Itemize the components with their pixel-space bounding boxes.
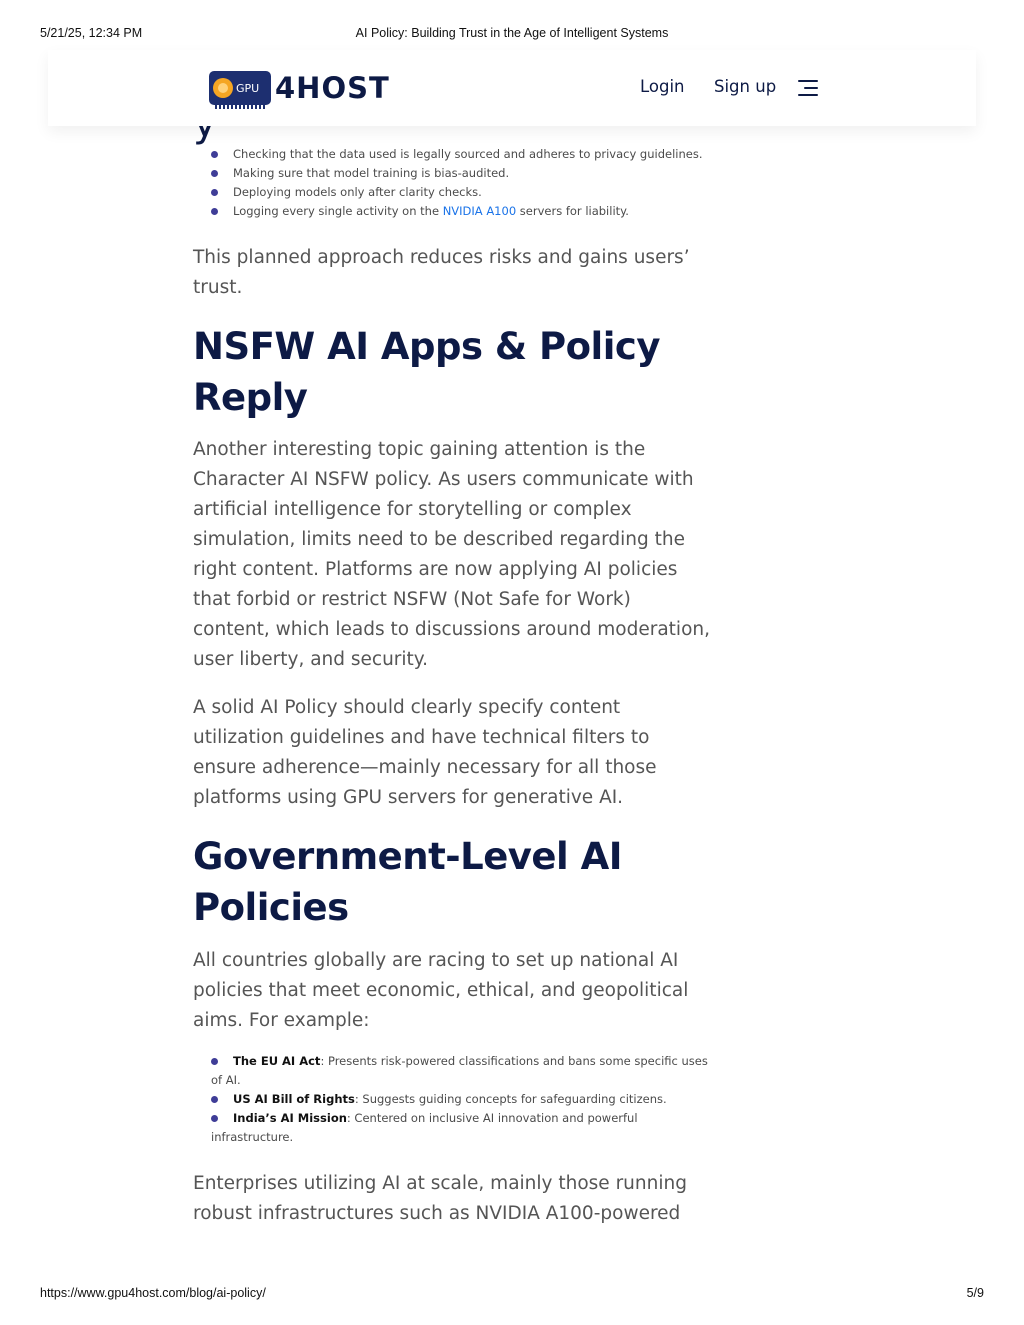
list-item-label: India’s AI Mission (233, 1111, 347, 1125)
chip-pins-decoration (215, 105, 265, 109)
page-number: 5/9 (966, 1286, 984, 1300)
government-policy-list (211, 1052, 711, 1147)
print-document-title: AI Policy: Building Trust in the Age of Intelligent Systems (355, 26, 669, 40)
list-item (211, 1109, 711, 1147)
page-url: https://www.gpu4host.com/blog/ai-policy/ (40, 1286, 266, 1300)
list-item (211, 202, 711, 221)
hamburger-menu-icon[interactable] (798, 80, 818, 96)
list-item-text: : Suggests guiding concepts for safeguarding citizens. (354, 1092, 667, 1106)
signup-link[interactable]: Sign up (714, 77, 777, 96)
checklist (211, 145, 711, 221)
list-item-text: : Centered on inclusive AI innovation and powerful (346, 1111, 638, 1125)
list-item-text: : Presents risk-powered classifications and bans some specific uses (320, 1054, 708, 1068)
list-item: Checking that the data used is legally sourced and adheres to privacy guidelines. (211, 145, 711, 164)
print-timestamp: 5/21/25, 12:34 PM (40, 26, 143, 40)
logo-badge-text: GPU (236, 81, 260, 95)
government-intro-paragraph: All countries globally are racing to set up national AI policies that meet economic, ethical, and geopolitical aims. For example: (193, 950, 689, 1031)
nsfw-heading: NSFW AI Apps & Policy Reply (193, 325, 660, 419)
list-item (211, 1090, 711, 1109)
list-item-text: of AI. (211, 1073, 241, 1087)
print-header (40, 26, 984, 42)
site-logo[interactable] (209, 70, 390, 106)
list-item-text: Logging every single activity on the (233, 204, 443, 218)
content-guidelines-paragraph: A solid AI Policy should clearly specify content utilization guidelines and have technical filters to ensure adherence—mainly necessary for all those platforms using GPU servers for generative AI. (193, 697, 657, 808)
login-link[interactable]: Login (640, 77, 685, 96)
list-item-text: servers for liability. (516, 204, 629, 218)
nvidia-a100-link[interactable]: NVIDIA A100 (442, 204, 517, 218)
list-item: Making sure that model training is bias-audited. (211, 164, 711, 183)
list-item (211, 1052, 711, 1090)
list-item-label: The EU AI Act (233, 1054, 321, 1068)
sun-icon (213, 78, 233, 98)
nsfw-paragraph: Another interesting topic gaining attention is the Character AI NSFW policy. As users communicate with artificial intelligence for storytelling or complex simulation, limits need to be described regarding the right content. Platforms are now applying AI policies that forbid or restrict NSFW (Not Safe for Work) content, which leads to discussions around moderation, user liberty, and security. (193, 439, 710, 670)
logo-wordmark: 4HOST (275, 71, 390, 105)
list-item: Deploying models only after clarity checks. (211, 183, 711, 202)
logo-badge (209, 71, 271, 105)
list-item-label: US AI Bill of Rights (233, 1092, 355, 1106)
site-navbar (48, 50, 976, 126)
approach-paragraph: This planned approach reduces risks and gains users’ trust. (193, 247, 690, 298)
list-item-text: infrastructure. (211, 1130, 294, 1144)
government-heading: Government-Level AI Policies (193, 835, 622, 929)
enterprises-paragraph: Enterprises utilizing AI at scale, mainly those running robust infrastructures such as NVIDIA A100-powered (193, 1173, 687, 1224)
